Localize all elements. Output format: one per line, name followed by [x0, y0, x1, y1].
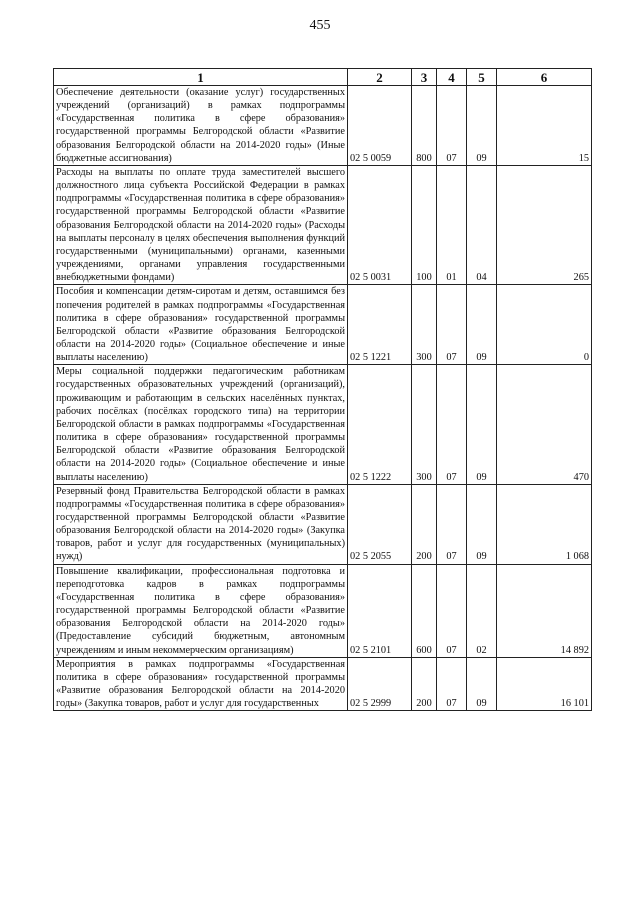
table-row [54, 285, 592, 365]
row-subsection: 02 [467, 564, 497, 657]
table-row [54, 657, 592, 711]
row-section: 07 [437, 657, 467, 711]
budget-table [53, 68, 592, 711]
row-amount: 16 101 [497, 657, 592, 711]
row-subsection: 09 [467, 86, 497, 166]
header-col-3: 3 [412, 69, 437, 86]
row-section: 07 [437, 484, 467, 564]
row-target-code: 02 5 1221 [348, 285, 412, 365]
row-subsection: 09 [467, 285, 497, 365]
row-expense-type: 200 [412, 657, 437, 711]
row-description: Расходы на выплаты по оплате труда заместителей высшего должностного лица субъекта Российской Федерации в рамках подпрограммы «Государственная политика в сфере образования» государственной программы Белгородской области «Развитие образования Белгородской области на 2014-2020 годы» (Расходы на выплаты персоналу в целях обеспечения выполнения функций государственными (муниципальными) органами, казенными учреждениями, органами управления государственными внебюджетными фондами) [54, 165, 348, 284]
row-description: Мероприятия в рамках подпрограммы «Государственная политика в сфере образования» государственной программы «Развитие образования Белгородской области на 2014-2020 годы» (Закупка товаров, работ и услуг для государственных [54, 657, 348, 711]
page-number: 455 [309, 18, 331, 33]
row-expense-type: 800 [412, 86, 437, 166]
row-section: 07 [437, 86, 467, 166]
row-section: 07 [437, 365, 467, 484]
header-col-4: 4 [437, 69, 467, 86]
header-col-6: 6 [497, 69, 592, 86]
row-section: 01 [437, 165, 467, 284]
row-target-code: 02 5 2101 [348, 564, 412, 657]
row-amount: 14 892 [497, 564, 592, 657]
header-col-2: 2 [348, 69, 412, 86]
row-subsection: 09 [467, 365, 497, 484]
row-target-code: 02 5 0031 [348, 165, 412, 284]
row-amount: 265 [497, 165, 592, 284]
row-expense-type: 100 [412, 165, 437, 284]
table-row [54, 86, 592, 166]
header-col-5: 5 [467, 69, 497, 86]
table-row [54, 484, 592, 564]
row-target-code: 02 5 2999 [348, 657, 412, 711]
row-target-code: 02 5 1222 [348, 365, 412, 484]
row-section: 07 [437, 564, 467, 657]
table-row [54, 165, 592, 284]
row-description: Обеспечение деятельности (оказание услуг) государственных учреждений (организаций) в рамках подпрограммы «Государственная политика в сфере образования» государственной программы Белгородской области «Развитие образования Белгородской области на 2014-2020 годы» (Иные бюджетные ассигнования) [54, 86, 348, 166]
row-expense-type: 600 [412, 564, 437, 657]
row-subsection: 09 [467, 484, 497, 564]
row-description: Резервный фонд Правительства Белгородской области в рамках подпрограммы «Государственная политика в сфере образования» государственной программы Белгородской области «Развитие образования Белгородской области на 2014-2020 годы» (Закупка товаров, работ и услуг для государственных (муниципальных) нужд) [54, 484, 348, 564]
row-target-code: 02 5 2055 [348, 484, 412, 564]
table-header-row [54, 69, 592, 86]
row-section: 07 [437, 285, 467, 365]
row-expense-type: 300 [412, 365, 437, 484]
row-subsection: 09 [467, 657, 497, 711]
row-target-code: 02 5 0059 [348, 86, 412, 166]
row-amount: 470 [497, 365, 592, 484]
row-expense-type: 300 [412, 285, 437, 365]
row-description: Меры социальной поддержки педагогическим работникам государственных образовательных учреждений (организаций), проживающим и работающим в сельских населённых пунктах, рабочих посёлках (посёлках городского типа) на территории Белгородской области в рамках подпрограммы «Государственная политика в сфере образования» государственной программы Белгородской области «Развитие образования Белгородской области на 2014-2020 годы» (Социальное обеспечение и иные выплаты населению) [54, 365, 348, 484]
header-col-1: 1 [54, 69, 348, 86]
row-amount: 1 068 [497, 484, 592, 564]
row-amount: 0 [497, 285, 592, 365]
row-description: Повышение квалификации, профессиональная подготовка и переподготовка кадров в рамках подпрограммы «Государственная политика в сфере образования» государственной программы Белгородской области «Развитие образования Белгородской области на 2014-2020 годы» (Предоставление субсидий бюджетным, автономным учреждениям и иным некоммерческим организациям) [54, 564, 348, 657]
table-row [54, 564, 592, 657]
row-subsection: 04 [467, 165, 497, 284]
row-amount: 15 [497, 86, 592, 166]
table-row [54, 365, 592, 484]
row-expense-type: 200 [412, 484, 437, 564]
row-description: Пособия и компенсации детям-сиротам и детям, оставшимся без попечения родителей в рамках подпрограммы «Государственная политика в сфере образования» государственной программы Белгородской области «Развитие образования Белгородской области на 2014-2020 годы» (Социальное обеспечение и иные выплаты населению) [54, 285, 348, 365]
